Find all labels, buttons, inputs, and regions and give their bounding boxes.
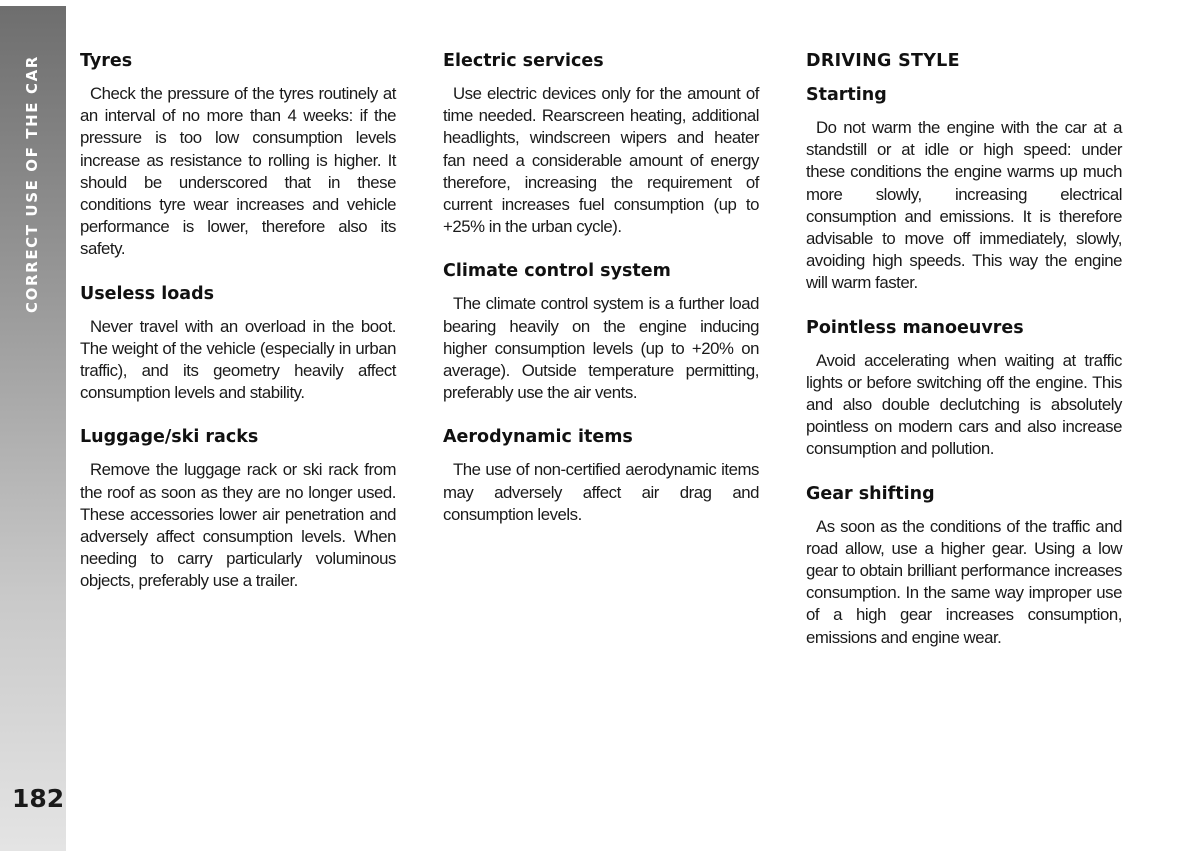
section-paragraph: The use of non-certified aerodynamic items may adversely affect air drag and consumption levels. [443, 460, 759, 524]
section-luggage-ski-racks [80, 426, 396, 592]
section-gear-shifting [806, 483, 1122, 649]
section-heading: Luggage/ski racks [80, 427, 259, 448]
section-heading: Aerodynamic items [443, 427, 633, 448]
section-paragraph: Use electric devices only for the amount of time needed. Rearscreen heating, additional headlights, windscreen wipers and heater fan need a considerable amount of energy therefore, increasing the requirement of current increases fuel consumption (up to +25% in the urban cycle). [443, 84, 759, 237]
chapter-sidebar [0, 6, 66, 851]
section-paragraph: As soon as the conditions of the traffic and road allow, use a higher gear. Using a low gear to obtain brilliant performance increases consumption. In the same way improper use of a high gear increases consumption, emissions and engine wear. [806, 516, 1122, 647]
section-climate-control [443, 260, 759, 404]
section-heading: Starting [806, 85, 887, 105]
section-pointless-manoeuvres [806, 317, 1122, 461]
driving-style-title: DRIVING STYLE [806, 51, 960, 71]
section-paragraph: Check the pressure of the tyres routinely at an interval of no more than 4 weeks: if the pressure is too low consumption levels increase as resistance to rolling is higher. It should be underscored that in these conditions tyre wear increases and vehicle performance is lower, therefore also its safety. [80, 84, 396, 259]
chapter-title: CORRECT USE OF THE CAR [23, 55, 41, 313]
section-heading: Useless loads [80, 283, 215, 304]
section-heading: Pointless manoeuvres [806, 317, 1024, 338]
section-useless-loads [80, 283, 396, 405]
section-heading: Gear shifting [806, 483, 935, 504]
section-paragraph: Remove the luggage rack or ski rack from the roof as soon as they are no longer used. These accessories lower air penetration and adversely affect consumption levels. When needing to carry particularly voluminous objects, preferably use a trailer. [80, 460, 396, 591]
section-paragraph: Do not warm the engine with the car at a standstill or at idle or high speed: under these conditions the engine warms up much more slowly, increasing electrical consumption and emissions. It is therefore advisable to move off immediately, slowly, avoiding high speeds. This way the engine will warm faster. [806, 118, 1122, 293]
section-aerodynamic-items [443, 426, 759, 526]
section-heading: Electric services [443, 51, 604, 71]
section-paragraph: The climate control system is a further load bearing heavily on the engine inducing higher consumption levels (up to +20% on average). Outside temperature permitting, preferably use the air vents. [443, 294, 759, 403]
section-tyres [80, 50, 396, 261]
section-paragraph: Never travel with an overload in the boot. The weight of the vehicle (especially in urban traffic), and its geometry heavily affect consumption levels and stability. [80, 316, 396, 403]
section-heading: Tyres [80, 51, 133, 71]
page-number: 182 [12, 784, 65, 813]
text-column-2 [443, 50, 759, 548]
section-starting [806, 84, 1122, 295]
section-paragraph: Avoid accelerating when waiting at traffic lights or before switching off the engine. This and also double declutching is absolutely pointless on modern cars and also increase consumption and pollution. [806, 350, 1122, 459]
text-column-1 [80, 50, 396, 615]
text-column-3 [806, 50, 1122, 671]
section-electric-services [443, 50, 759, 238]
section-heading: Climate control system [443, 261, 671, 282]
